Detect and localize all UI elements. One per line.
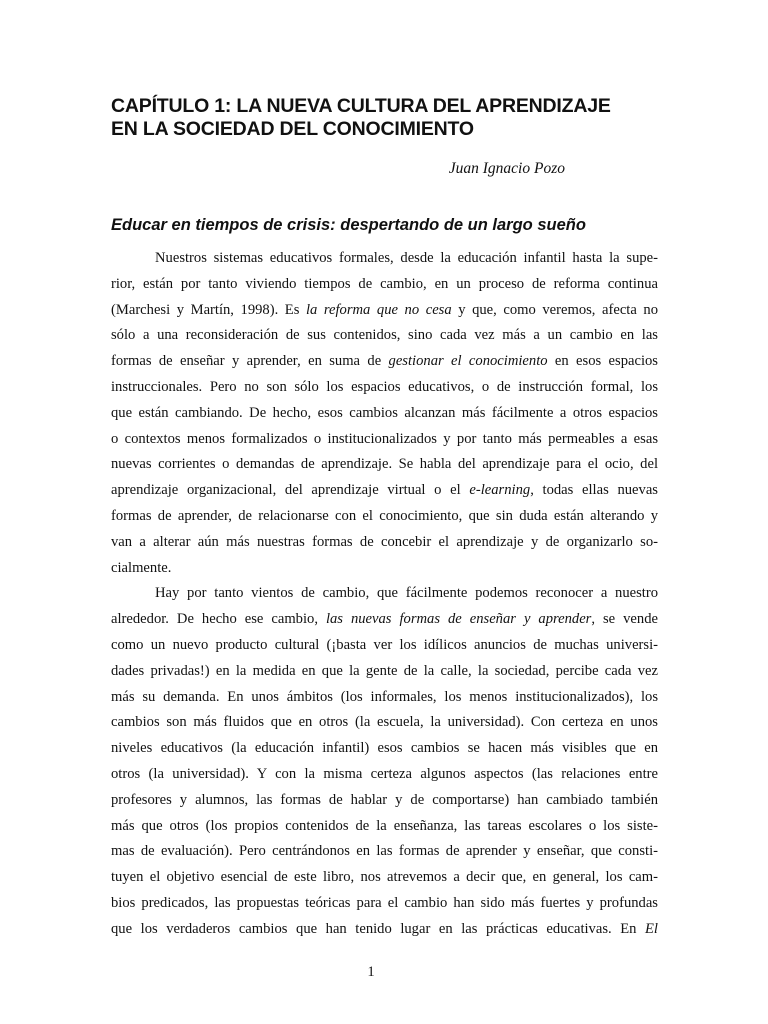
text-run: (Marchesi y Martín, 1998). Es [111, 301, 306, 318]
paragraph-2-line [111, 581, 658, 607]
chapter-title [111, 95, 658, 141]
document-page [111, 0, 658, 1024]
paragraph-1-line [111, 530, 658, 556]
text-run: nuevas corrientes o demandas de aprendizaje. Se habla del aprendizaje para el ocio, del [111, 456, 658, 473]
body-text [111, 246, 658, 943]
paragraph-1-line [111, 272, 658, 298]
text-run: que los verdaderos cambios que han tenido lugar en las prácticas educativas. En [111, 920, 646, 937]
italic-phrase: El [645, 920, 658, 937]
italic-phrase: gestionar el conocimiento [388, 353, 548, 370]
paragraph-2-line [111, 685, 658, 711]
paragraph-1-line [111, 323, 658, 349]
text-run: dades privadas!) en la medida en que la gente de la calle, la sociedad, percibe cada vez [111, 662, 658, 679]
text-run: Nuestros sistemas educativos formales, desde la educación infantil hasta la supe- [155, 250, 658, 266]
paragraph-1-line [111, 401, 658, 427]
author-name: Juan Ignacio Pozo [448, 160, 565, 177]
paragraph-2-line [111, 891, 658, 917]
text-run: sólo a una reconsideración de sus contenidos, sino cada vez más a un cambio en las [111, 327, 658, 344]
text-run: tuyen el objetivo esencial de este libro, nos atrevemos a decir que, en general, los cam- [111, 869, 658, 886]
paragraph-2-line [111, 736, 658, 762]
text-run: otros (la universidad). Y con la misma certeza algunos aspectos (las relaciones entre [111, 765, 658, 782]
italic-phrase: la reforma que no cesa [305, 301, 452, 318]
text-run: , todas ellas nuevas [530, 482, 658, 499]
paragraph-2-line [111, 788, 658, 814]
paragraph-2-line [111, 762, 658, 788]
text-run: más que otros (los propios contenidos de la enseñanza, las tareas escolares o los siste- [111, 817, 658, 834]
paragraph-1-line [111, 246, 658, 272]
text-run: van a alterar aún más nuestras formas de concebir el aprendizaje y de organizarlo so- [111, 533, 658, 550]
text-run: que están cambiando. De hecho, esos cambios alcanzan más fácilmente a otros espacios [111, 404, 658, 421]
paragraph-2-line [111, 839, 658, 865]
paragraph-1-line [111, 452, 658, 478]
text-run: aprendizaje organizacional, del aprendizaje virtual o el [111, 482, 470, 499]
text-run: en esos espacios [547, 353, 658, 370]
paragraph-1-line [111, 504, 658, 530]
text-run: cambios son más fluidos que en otros (la escuela, la universidad). Con certeza en unos [111, 714, 658, 731]
paragraph-1-line [111, 478, 658, 504]
text-run: formas de enseñar y aprender, en suma de [111, 353, 389, 370]
italic-phrase: las nuevas formas de enseñar y aprender [325, 611, 592, 628]
paragraph-1-line [111, 556, 658, 582]
text-run: formas de aprender, de relacionarse con el conocimiento, que sin duda están alterando y [111, 507, 658, 524]
text-run: alrededor. De hecho ese cambio, [111, 611, 326, 628]
text-run: cialmente. [111, 559, 172, 576]
paragraph-2-line [111, 633, 658, 659]
text-run: rior, están por tanto viviendo tiempos de cambio, en un proceso de reforma continua [111, 275, 658, 292]
text-run: instruccionales. Pero no son sólo los espacios educativos, o de instrucción formal, los [111, 378, 658, 395]
paragraph-2-line [111, 917, 658, 943]
paragraph-2-line [111, 659, 658, 685]
paragraph-1-line [111, 298, 658, 324]
paragraph-2-line [111, 814, 658, 840]
paragraph-2-line [111, 607, 658, 633]
paragraph-1-line [111, 427, 658, 453]
paragraph-2-line [111, 710, 658, 736]
chapter-title-line: EN LA SOCIEDAD DEL CONOCIMIENTO [111, 118, 474, 140]
page-number: 1 [367, 964, 375, 980]
text-run: profesores y alumnos, las formas de hablar y de comportarse) han cambiado también [111, 791, 658, 808]
text-run: , se vende [591, 611, 658, 628]
chapter-title-line: CAPÍTULO 1: LA NUEVA CULTURA DEL APRENDIZAJE [111, 95, 611, 117]
text-run: más su demanda. En unos ámbitos (los informales, los menos institucionalizados), los [111, 688, 658, 705]
text-run: como un nuevo producto cultural (¡basta ver los idílicos anuncios de muchas universi- [111, 636, 658, 653]
text-run: Hay por tanto vientos de cambio, que fácilmente podemos reconocer a nuestro [155, 585, 658, 602]
text-run: bios predicados, las propuestas teóricas para el cambio han sido más fuertes y profundas [111, 894, 658, 911]
paragraph-2-line [111, 865, 658, 891]
text-run: niveles educativos (la educación infantil) esos cambios se hacen más visibles que en [111, 740, 658, 757]
text-run: y que, como veremos, afecta no [451, 301, 658, 318]
italic-phrase: e-learning [469, 482, 531, 499]
section-heading: Educar en tiempos de crisis: despertando de un largo sueño [111, 216, 586, 234]
text-run: o contextos menos formalizados o institucionalizados y por tanto más permeables a esas [111, 430, 658, 447]
paragraph-1-line [111, 349, 658, 375]
text-run: mas de evaluación). Pero centrándonos en las formas de aprender y enseñar, que consti- [111, 843, 658, 860]
paragraph-1-line [111, 375, 658, 401]
